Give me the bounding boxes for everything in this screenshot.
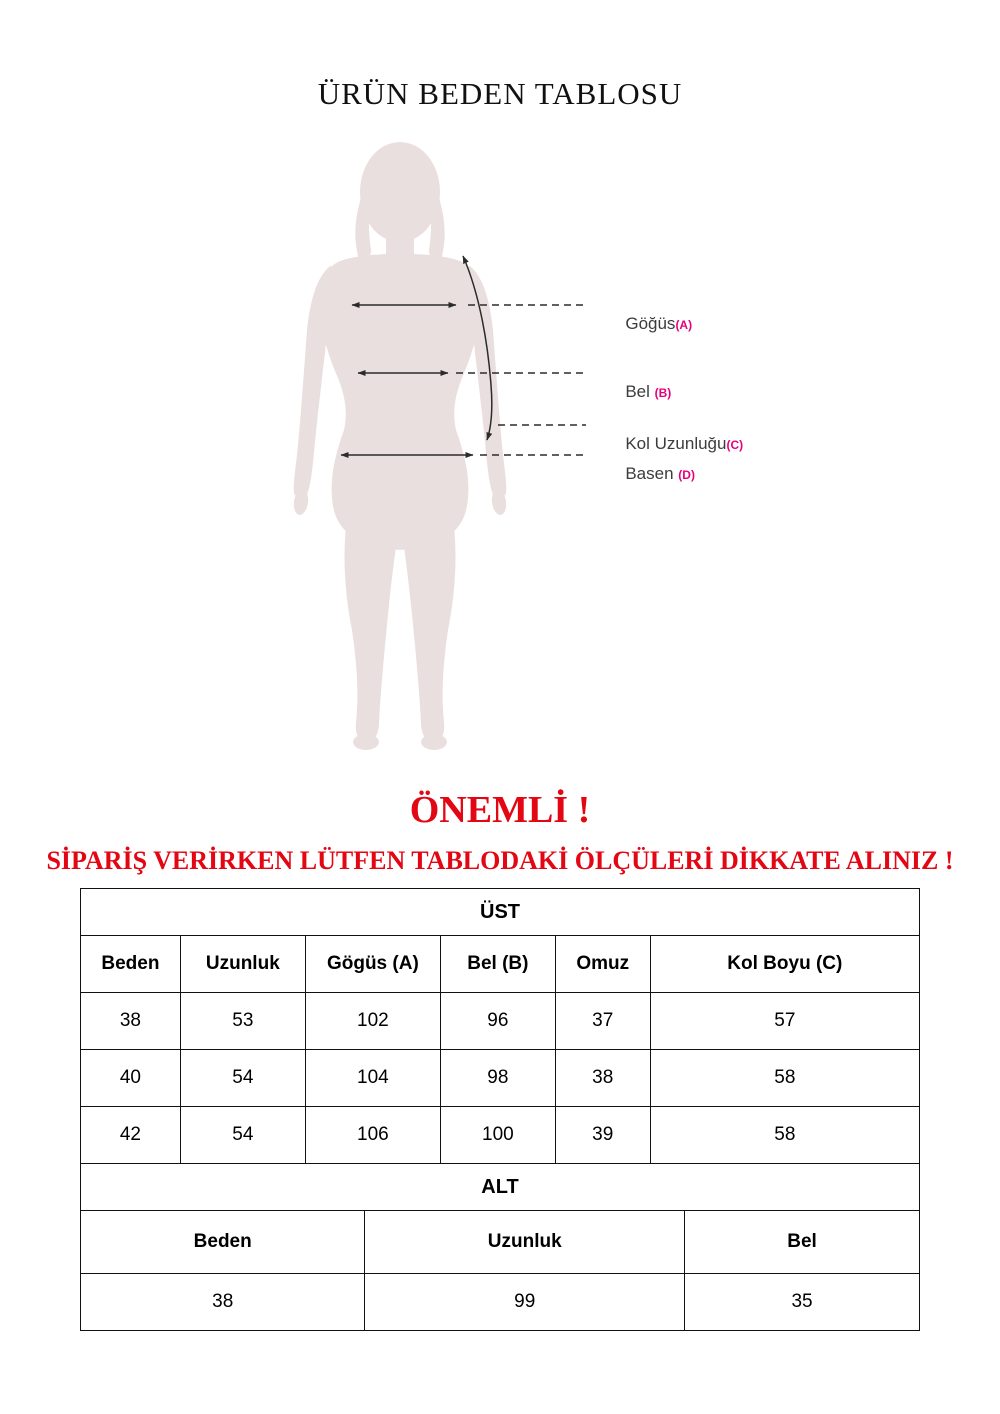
col-header-bel: Bel xyxy=(685,1211,920,1274)
table-section-alt xyxy=(81,1164,920,1211)
cell-uzunluk: 99 xyxy=(365,1274,685,1331)
cell-kol-boyu: 57 xyxy=(650,993,919,1050)
cell-kol-boyu: 58 xyxy=(650,1107,919,1164)
col-header-kol-boyu: Kol Boyu (C) xyxy=(650,936,919,993)
cell-gogus: 106 xyxy=(305,1107,440,1164)
col-header-uzunluk: Uzunluk xyxy=(180,936,305,993)
measure-label-basen xyxy=(597,444,695,504)
section-label-ust: ÜST xyxy=(81,889,920,936)
cell-beden: 42 xyxy=(81,1107,181,1164)
page-title: ÜRÜN BEDEN TABLOSU xyxy=(317,76,683,111)
cell-bel: 100 xyxy=(440,1107,555,1164)
measure-label-bel-text: Bel xyxy=(625,382,655,401)
cell-kol-boyu: 58 xyxy=(650,1050,919,1107)
col-header-beden: Beden xyxy=(81,1211,365,1274)
col-header-bel: Bel (B) xyxy=(440,936,555,993)
cell-uzunluk: 53 xyxy=(180,993,305,1050)
ust-header-row xyxy=(81,936,920,993)
cell-gogus: 102 xyxy=(305,993,440,1050)
table-row xyxy=(81,1274,920,1331)
size-table-ust xyxy=(80,888,920,1164)
measurement-diagram xyxy=(0,130,1000,775)
cell-bel: 96 xyxy=(440,993,555,1050)
measure-label-kol-text: Kol Uzunluğu xyxy=(625,434,727,453)
measure-marker-d: (D) xyxy=(678,468,695,482)
measure-label-gogus xyxy=(597,294,692,354)
cell-gogus: 104 xyxy=(305,1050,440,1107)
body-silhouette-illustration xyxy=(0,130,1000,775)
cell-beden: 38 xyxy=(81,1274,365,1331)
col-header-beden: Beden xyxy=(81,936,181,993)
table-section-ust xyxy=(81,889,920,936)
alt-header-row xyxy=(81,1211,920,1274)
cell-uzunluk: 54 xyxy=(180,1050,305,1107)
cell-omuz: 39 xyxy=(555,1107,650,1164)
size-table-alt xyxy=(80,1163,920,1331)
measure-marker-c: (C) xyxy=(726,438,744,452)
col-header-gogus: Gögüs (A) xyxy=(305,936,440,993)
col-header-omuz: Omuz xyxy=(555,936,650,993)
table-row xyxy=(81,1107,920,1164)
table-row xyxy=(81,1050,920,1107)
important-heading: ÖNEMLİ ! xyxy=(409,789,591,831)
cell-beden: 38 xyxy=(81,993,181,1050)
important-subheading: SİPARİŞ VERİRKEN LÜTFEN TABLODAKİ ÖLÇÜLERİ DİKKATE ALINIZ ! xyxy=(46,846,954,875)
measure-label-bel xyxy=(597,362,671,422)
cell-uzunluk: 54 xyxy=(180,1107,305,1164)
measure-label-gogus-text: Göğüs xyxy=(625,314,676,333)
cell-omuz: 38 xyxy=(555,1050,650,1107)
measure-marker-a: (A) xyxy=(675,318,693,332)
section-label-alt: ALT xyxy=(81,1164,920,1211)
cell-bel: 35 xyxy=(685,1274,920,1331)
table-row xyxy=(81,993,920,1050)
cell-bel: 98 xyxy=(440,1050,555,1107)
cell-omuz: 37 xyxy=(555,993,650,1050)
female-body-silhouette xyxy=(292,142,507,750)
cell-beden: 40 xyxy=(81,1050,181,1107)
measure-marker-b: (B) xyxy=(654,386,672,400)
col-header-uzunluk: Uzunluk xyxy=(365,1211,685,1274)
size-tables xyxy=(80,888,920,1331)
measure-label-basen-text: Basen xyxy=(625,464,679,483)
